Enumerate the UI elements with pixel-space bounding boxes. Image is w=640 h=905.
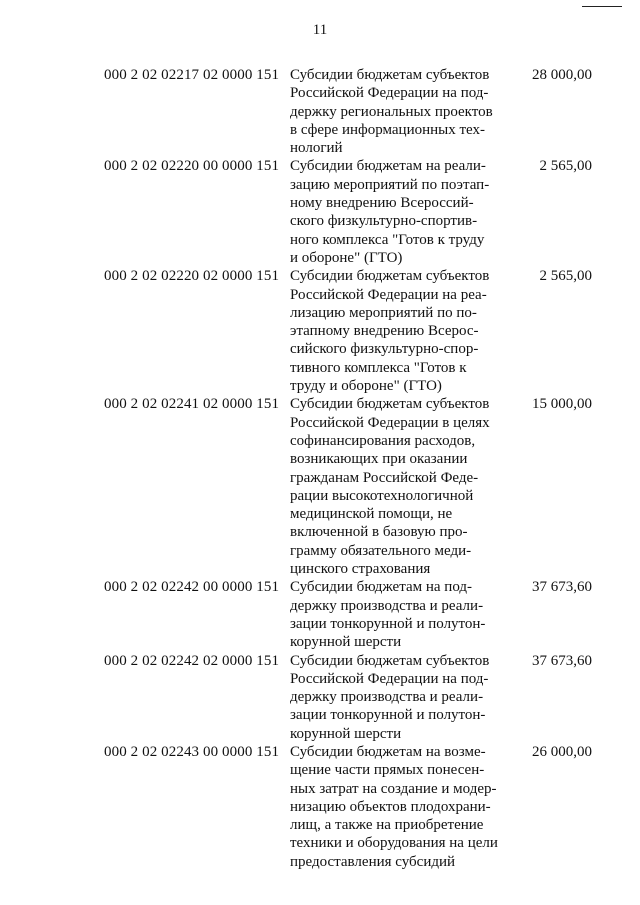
table-row [104,395,592,578]
amount: 15 000,00 [532,396,592,413]
scan-corner-mark [582,0,622,7]
description-line: Субсидии бюджетам субъектов [290,67,490,83]
budget-code: 000 2 02 02242 00 0000 151 [104,579,280,596]
table-row [104,578,592,651]
description-line: Субсидии бюджетам на реали- [290,158,486,175]
amount: 37 673,60 [532,579,592,596]
description-line: Российской Федерации в целях [290,414,490,431]
description-cell [290,66,500,157]
description-line: рации высокотехнологичной [290,487,474,504]
description-line: гражданам Российской Феде- [290,469,479,486]
description-line: Субсидии бюджетам на под- [290,579,473,596]
description-line: сийского физкультурно-спор- [290,341,479,358]
description-line: ного комплекса "Готов к труду [290,231,485,248]
description-cell [290,395,500,578]
description-line: зацию мероприятий по поэтап- [290,176,490,193]
description-line: Российской Федерации на под- [290,85,489,102]
description-line: тивного комплекса "Готов к [290,359,467,376]
description-line: Российской Федерации на реа- [290,286,487,303]
description-cell [290,267,500,395]
description-line: лизацию мероприятий по по- [290,304,477,321]
description-line: ных затрат на создание и модер- [290,780,497,797]
amount: 2 565,00 [539,158,592,175]
amount: 26 000,00 [532,743,592,760]
description-line: этапному внедрению Всерос- [290,323,479,340]
description-line: держку региональных проектов [290,103,493,120]
description-line: Субсидии бюджетам субъектов [290,268,490,285]
amount: 2 565,00 [539,268,592,285]
description-line: щение части прямых понесен- [290,762,485,779]
description-line: корунной шерсти [290,725,402,742]
description-line: лищ, а также на приобретение [290,817,484,834]
page-number: 11 [312,22,328,38]
budget-code: 000 2 02 02220 02 0000 151 [104,268,280,285]
description-line: Субсидии бюджетам на возме- [290,743,486,760]
description-line: предоставления субсидий [290,853,456,870]
description-line: зации тонкорунной и полутон- [290,707,486,724]
description-line: техники и оборудования на цели [290,835,498,852]
table-row [104,652,592,743]
description-line: цинского страхования [290,561,431,578]
description-line: держку производства и реали- [290,597,484,614]
description-line: Российской Федерации на под- [290,670,489,687]
table-row [104,743,592,871]
description-line: Субсидии бюджетам субъектов [290,652,490,669]
budget-table [104,66,592,871]
description-line: труду и обороне" (ГТО) [290,378,442,395]
budget-code: 000 2 02 02241 02 0000 151 [104,396,280,413]
table-row [104,157,592,267]
description-cell [290,157,500,267]
description-line: возникающих при оказании [290,451,468,468]
description-cell [290,652,500,743]
description-line: софинансирования расходов, [290,432,476,449]
description-line: грамму обязательного меди- [290,542,472,559]
budget-code: 000 2 02 02243 00 0000 151 [104,743,280,760]
description-cell [290,743,500,871]
description-line: ского физкультурно-спортив- [290,213,478,230]
table-row [104,267,592,395]
budget-code: 000 2 02 02217 02 0000 151 [104,67,280,83]
description-line: в сфере информационных тех- [290,121,485,138]
description-line: Субсидии бюджетам субъектов [290,396,490,413]
description-line: ному внедрению Всероссий- [290,195,474,212]
description-line: и обороне" (ГТО) [290,249,403,266]
amount: 28 000,00 [532,67,592,83]
description-cell [290,578,500,651]
description-line: корунной шерсти [290,634,402,651]
table-row [104,66,592,157]
description-line: включенной в базовую про- [290,524,468,541]
description-line: нологий [290,140,343,157]
description-line: медицинской помощи, не [290,506,453,523]
amount: 37 673,60 [532,652,592,669]
description-line: низацию объектов плодохрани- [290,798,491,815]
description-line: держку производства и реали- [290,689,484,706]
budget-code: 000 2 02 02242 02 0000 151 [104,652,280,669]
budget-code: 000 2 02 02220 00 0000 151 [104,158,280,175]
description-line: зации тонкорунной и полутон- [290,615,486,632]
